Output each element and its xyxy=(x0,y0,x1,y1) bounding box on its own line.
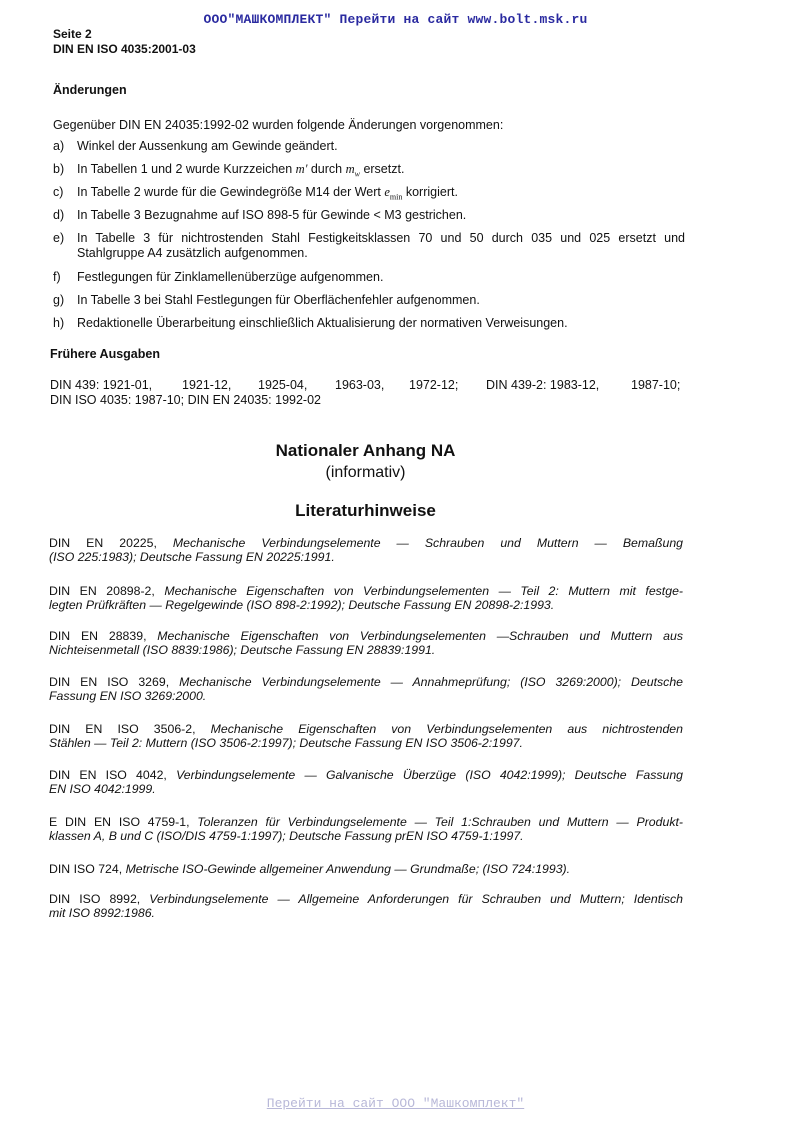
change-text-line1: In Tabelle 3 für nichtrostenden Stahl Festigkeitsklassen 70 und 50 durch 035 und 025 ersetzt und xyxy=(77,231,685,245)
reference-line2: Fassung EN ISO 3269:2000. xyxy=(49,689,207,703)
change-text: Redaktionelle Überarbeitung einschließlich Aktualisierung der normativen Verweisungen. xyxy=(77,316,568,330)
annex-title: Nationaler Anhang NA xyxy=(275,441,456,460)
reference-line2: mit ISO 8992:1986. xyxy=(49,906,155,920)
reference-code: DIN EN 20898-2, xyxy=(49,584,155,598)
change-item xyxy=(53,208,685,223)
standard-id: DIN EN ISO 4035:2001-03 xyxy=(53,42,196,56)
reference-line2: Stählen — Teil 2: Muttern (ISO 3506-2:1997); Deutsche Fassung EN ISO 3506-2:1997. xyxy=(49,736,523,750)
reference-code: E DIN EN ISO 4759-1, xyxy=(49,815,190,829)
reference-line1: Mechanische Eigenschaften von Verbindungselementen —Schrauben und Muttern aus xyxy=(157,629,683,643)
reference-code: DIN ISO 8992, xyxy=(49,892,141,906)
reference-entry xyxy=(49,629,683,657)
reference-line1: Metrische ISO-Gewinde allgemeiner Anwendung — Grundmaße; (ISO 724:1993). xyxy=(125,862,571,876)
reference-code: DIN EN ISO 3506-2, xyxy=(49,722,196,736)
change-label: c) xyxy=(53,185,64,199)
reference-line1: Mechanische Verbindungselemente — Annahmeprüfung; (ISO 3269:2000); Deutsche xyxy=(179,675,683,689)
change-item xyxy=(53,162,685,182)
change-label: e) xyxy=(53,231,65,245)
reference-line1: Verbindungselemente — Galvanische Überzüge (ISO 4042:1999); Deutsche Fassung xyxy=(176,768,684,782)
reference-entry xyxy=(49,815,683,843)
change-item xyxy=(53,139,685,154)
reference-code: DIN ISO 724, xyxy=(49,862,123,876)
change-text: In Tabelle 3 bei Stahl Festlegungen für Oberflächenfehler aufgenommen. xyxy=(77,293,480,307)
symbol-emin: $e_{min}$ xyxy=(384,185,403,202)
change-label: b) xyxy=(53,162,65,176)
changes-heading: Änderungen xyxy=(53,83,127,97)
literature-title: Literaturhinweise xyxy=(295,501,436,520)
change-item xyxy=(53,231,685,261)
reference-line2: klassen A, B und C (ISO/DIS 4759-1:1997); Deutsche Fassung prEN ISO 4759-1:1997. xyxy=(49,829,524,843)
reference-code: DIN EN 20225, xyxy=(49,536,157,550)
change-label: h) xyxy=(53,316,65,330)
reference-code: DIN EN ISO 3269, xyxy=(49,675,170,689)
reference-line1: Toleranzen für Verbindungselemente — Teil 1:Schrauben und Muttern — Produkt- xyxy=(197,815,683,829)
reference-line2: (ISO 225:1983); Deutsche Fassung EN 20225:1991. xyxy=(49,550,335,564)
change-label: d) xyxy=(53,208,65,222)
symbol-mw: $m_w$ xyxy=(345,162,360,179)
change-label: a) xyxy=(53,139,65,153)
previous-heading: Frühere Ausgaben xyxy=(50,347,160,361)
page-number: Seite 2 xyxy=(53,27,92,41)
change-text: Winkel der Aussenkung am Gewinde geändert. xyxy=(77,139,338,153)
change-item xyxy=(53,316,685,331)
annex-subtitle: (informativ) xyxy=(325,464,406,481)
change-text: In Tabellen 1 und 2 wurde Kurzzeichen m' durch $m_w$ ersetzt. xyxy=(77,162,405,179)
reference-line2: Nichteisenmetall (ISO 8839:1986); Deutsche Fassung EN 28839:1991. xyxy=(49,643,436,657)
reference-line2: EN ISO 4042:1999. xyxy=(49,782,156,796)
change-text: In Tabelle 3 Bezugnahme auf ISO 898-5 für Gewinde < M3 gestrichen. xyxy=(77,208,467,222)
top-banner-link[interactable]: ООО"МАШКОМПЛЕКТ" Перейти на сайт www.bolt.msk.ru xyxy=(203,12,588,27)
reference-entry xyxy=(49,584,683,612)
reference-entry xyxy=(49,892,683,920)
reference-entry xyxy=(49,768,683,796)
reference-line1: Verbindungselemente — Allgemeine Anforderungen für Schrauben und Muttern; Identisch xyxy=(149,892,684,906)
reference-code: DIN EN ISO 4042, xyxy=(49,768,167,782)
reference-entry xyxy=(49,675,683,703)
reference-line1: Mechanische Verbindungselemente — Schrauben und Muttern — Bemaßung xyxy=(172,536,683,550)
change-label: f) xyxy=(53,270,61,284)
reference-line2: legten Prüfkräften — Regelgewinde (ISO 898-2:1992); Deutsche Fassung EN 20898-2:1993. xyxy=(49,598,555,612)
change-item xyxy=(53,185,685,205)
change-text: Festlegungen für Zinklamellenüberzüge aufgenommen. xyxy=(77,270,384,284)
reference-line1: Mechanische Eigenschaften von Verbindungselementen — Teil 2: Muttern mit festge- xyxy=(164,584,683,598)
change-item xyxy=(53,270,685,285)
footer-link[interactable]: Перейти на сайт ООО "Машкомплект" xyxy=(266,1096,525,1111)
reference-entry xyxy=(49,862,683,876)
symbol-m-prime: m' xyxy=(295,162,308,176)
change-label: g) xyxy=(53,293,65,307)
change-text-line2: Stahlgruppe A4 zusätzlich aufgenommen. xyxy=(77,246,308,260)
previous-line1: DIN 439: 1921-01, 1921-12, 1925-04, 1963-03, 1972-12; DIN 439-2: 1983-12, 1987-10; xyxy=(50,378,681,392)
reference-code: DIN EN 28839, xyxy=(49,629,147,643)
previous-line2: DIN ISO 4035: 1987-10; DIN EN 24035: 1992-02 xyxy=(50,393,321,407)
change-text: In Tabelle 2 wurde für die Gewindegröße M14 der Wert $e_{min}$ korrigiert. xyxy=(77,185,458,202)
reference-entry xyxy=(49,536,683,564)
reference-line1: Mechanische Eigenschaften von Verbindungselementen aus nichtrostenden xyxy=(210,722,683,736)
reference-entry xyxy=(49,722,683,750)
change-item xyxy=(53,293,685,308)
changes-intro: Gegenüber DIN EN 24035:1992-02 wurden folgende Änderungen vorgenommen: xyxy=(53,118,504,132)
previous-editions xyxy=(50,378,684,408)
